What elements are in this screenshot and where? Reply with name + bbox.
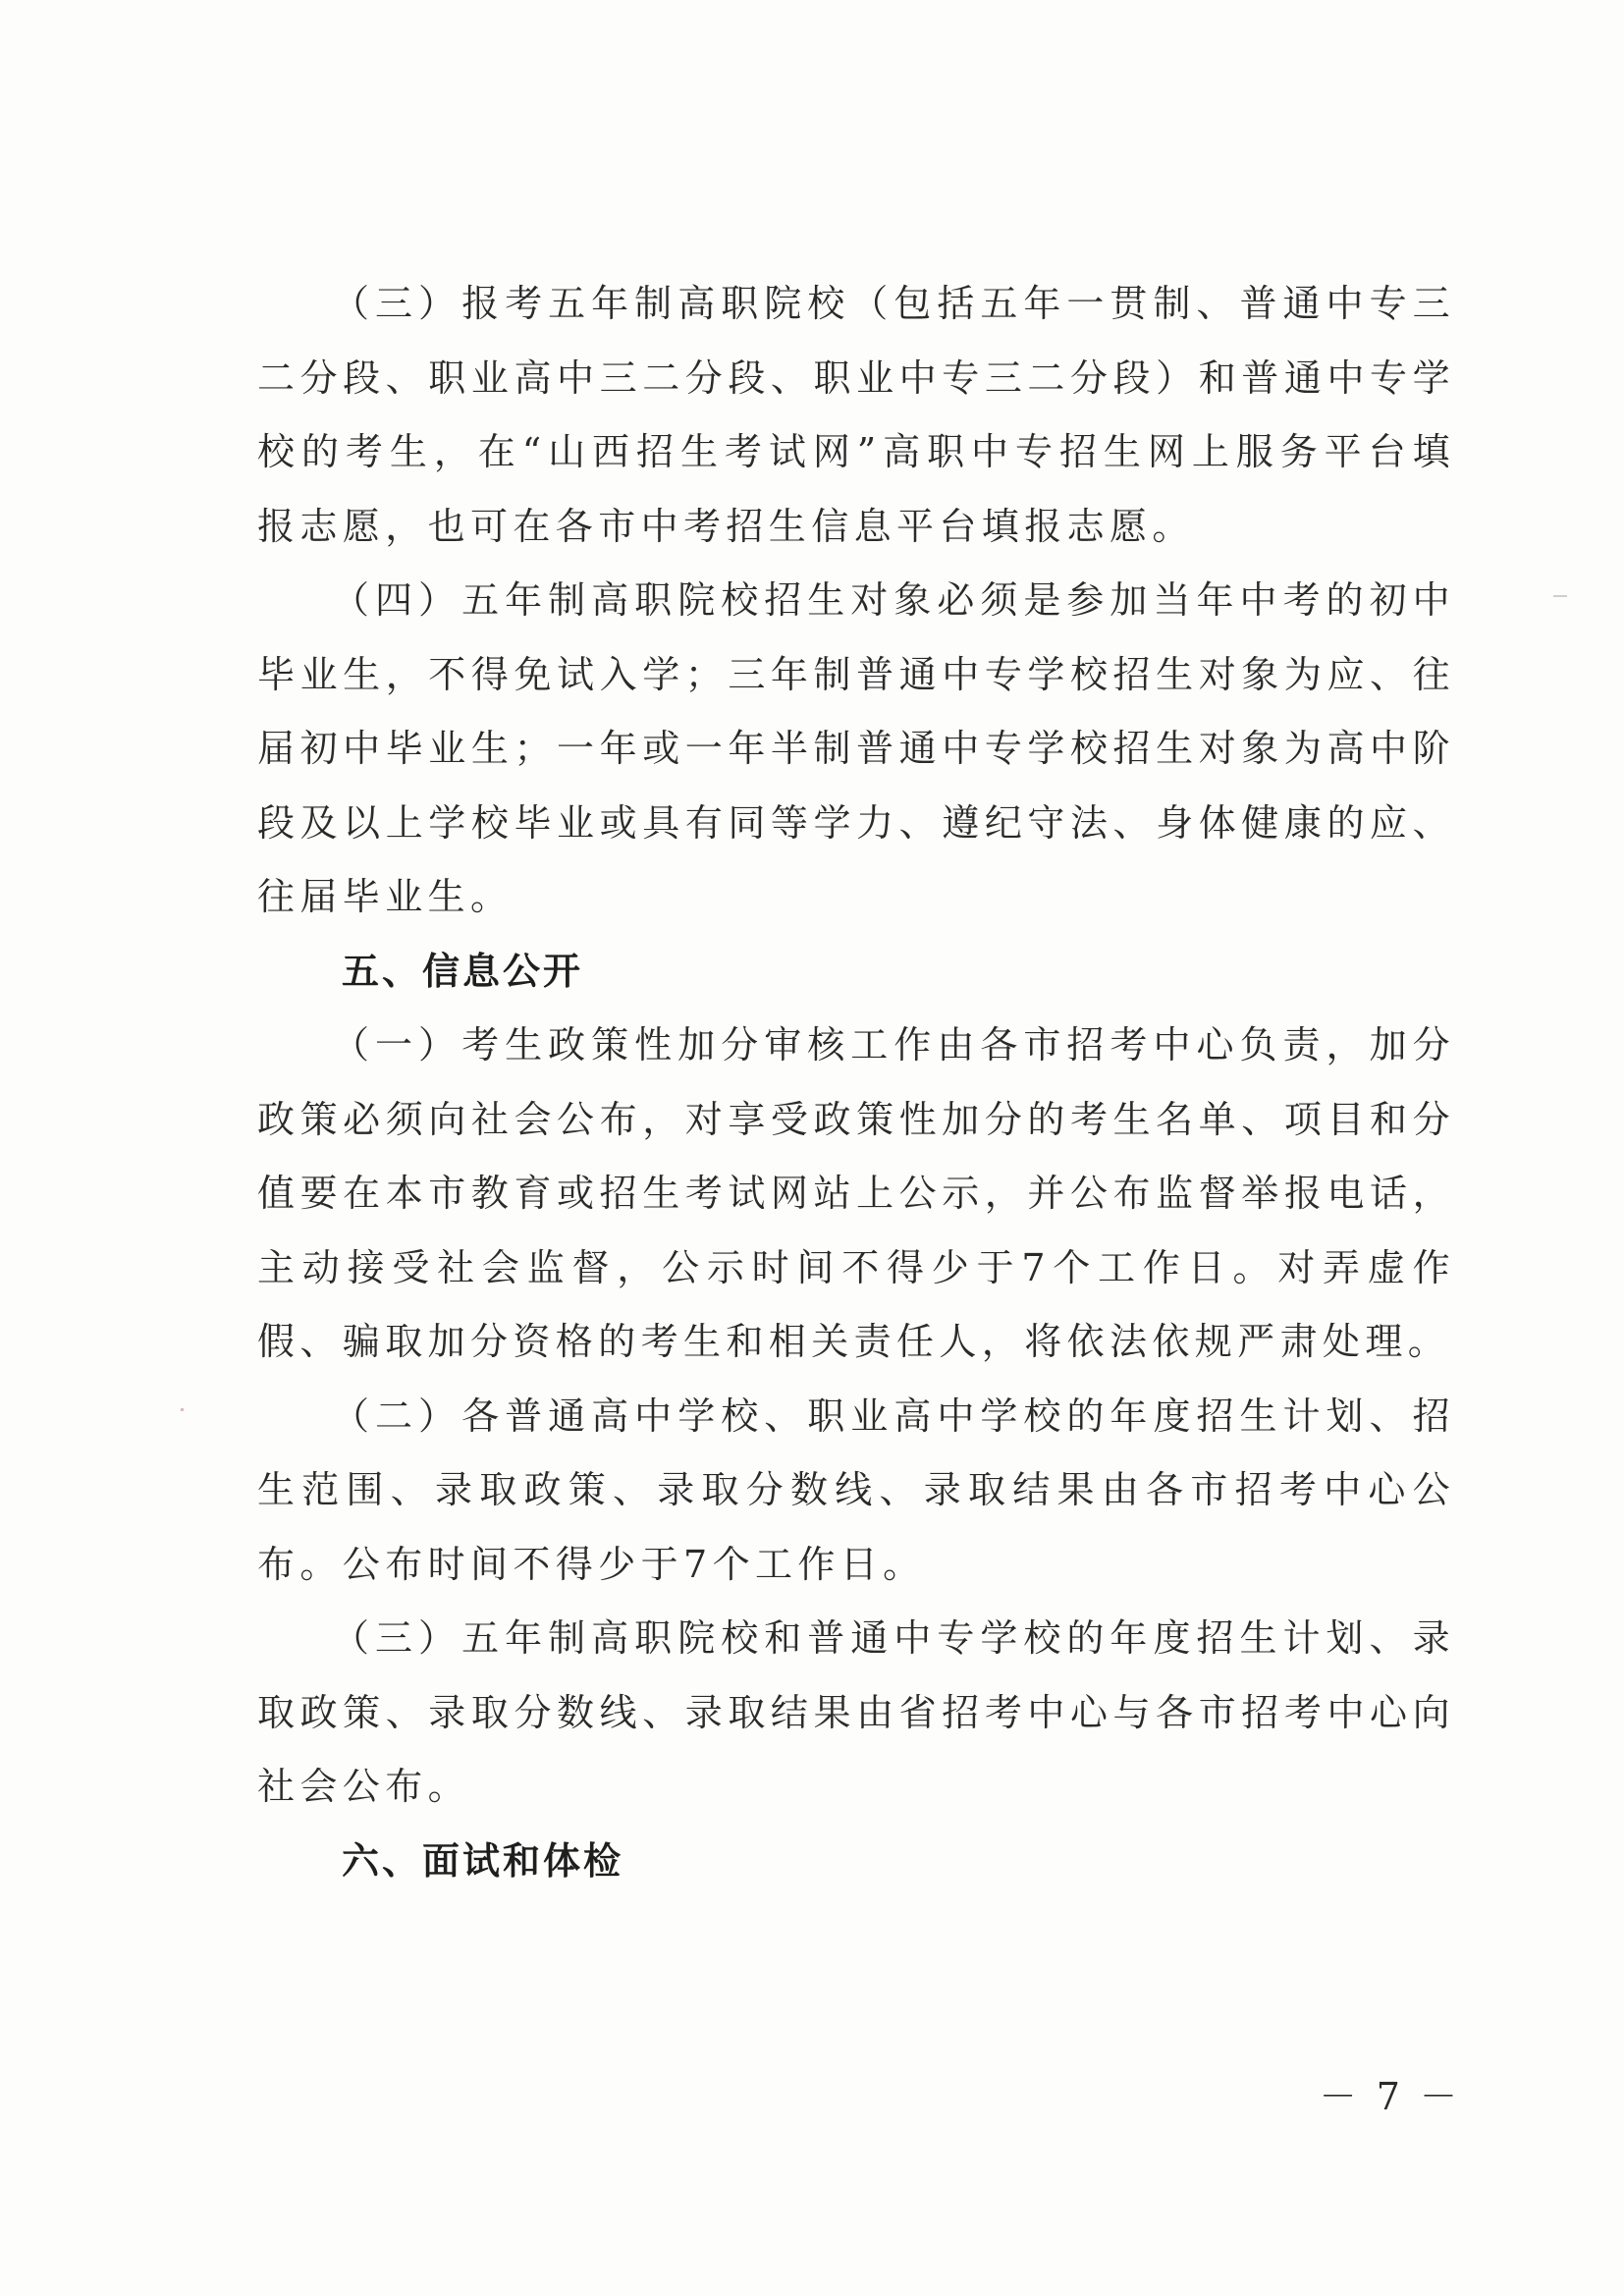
section-heading-interview-physical-exam: 六、面试和体检 [342, 1838, 624, 1883]
page-number: － 7 － [1319, 2075, 1461, 2118]
scan-speck [1553, 595, 1567, 597]
scan-speck [181, 1408, 184, 1411]
document-body [257, 267, 1455, 1898]
paragraph-high-school-plans: （二）各普通高中学校、职业高中学校的年度招生计划、招生范围、录取政策、录取分数线、录取结果由各市招考中心公布。公布时间不得少于7个工作日。 [257, 1394, 1455, 1586]
paragraph-apply-vocational: （三）报考五年制高职院校（包括五年一贯制、普通中专三二分段、职业高中三二分段、职业中专三二分段）和普通中专学校的考生，在“山西招生考试网”高职中专招生网上服务平台填报志愿，也可在各市中考招生信息平台填报志愿。 [257, 282, 1455, 548]
paragraph-vocational-plans: （三）五年制高职院校和普通中专学校的年度招生计划、录取政策、录取分数线、录取结果由省招考中心与各市招考中心向社会公布。 [257, 1616, 1455, 1808]
paragraph-enrollment-targets: （四）五年制高职院校招生对象必须是参加当年中考的初中毕业生，不得免试入学；三年制普通中专学校招生对象为应、往届初中毕业生；一年或一年半制普通中专学校招生对象为高中阶段及以上学校毕业或具有同等学力、遵纪守法、身体健康的应、往届毕业生。 [257, 578, 1455, 918]
paragraph-bonus-points-review: （一）考生政策性加分审核工作由各市招考中心负责，加分政策必须向社会公布，对享受政策性加分的考生名单、项目和分值要在本市教育或招生考试网站上公示，并公布监督举报电话，主动接受社会监督，公示时间不得少于7个工作日。对弄虚作假、骗取加分资格的考生和相关责任人，将依法依规严肃处理。 [257, 1023, 1455, 1363]
section-heading-information-disclosure: 五、信息公开 [342, 949, 584, 993]
